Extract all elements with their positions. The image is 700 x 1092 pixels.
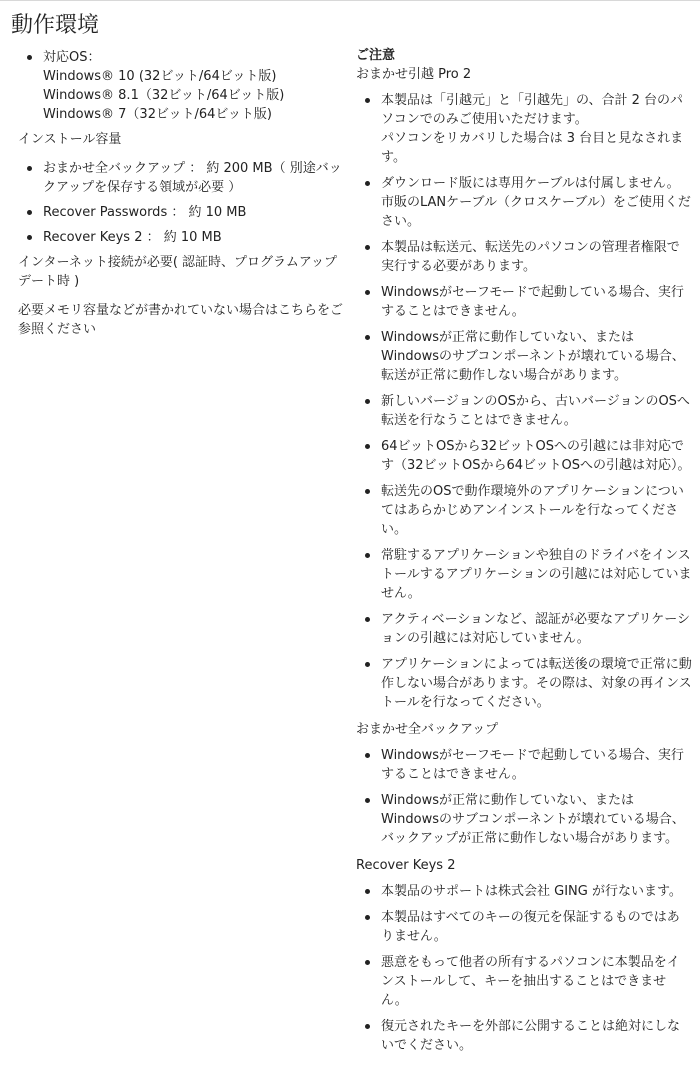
- os-version: Windows® 8.1（32ビット/64ビット版): [43, 88, 285, 103]
- notice-list: [356, 91, 692, 712]
- notice-item: 新しいバージョンのOSから、古いバージョンのOSへ転送を行なうことはできません。: [356, 392, 692, 430]
- notice-item: 復元されたキーを外部に公開することは絶対にしないでください。: [356, 1017, 692, 1055]
- notice-sections: [356, 65, 692, 1055]
- os-version: Windows® 10 (32ビット/64ビット版): [43, 69, 277, 84]
- notice-item: Windowsが正常に動作していない、またはWindowsのサブコンポーネントが壊れている場合、バックアップが正常に動作しない場合があります。: [356, 791, 692, 848]
- right-column: [356, 46, 692, 1063]
- memory-note-link[interactable]: 必要メモリ容量などが書かれていない場合はこちらをご参照ください: [18, 303, 344, 337]
- install-item: Recover Keys 2 ： 約 10 MB: [18, 228, 348, 247]
- notice-item: 常駐するアプリケーションや独自のドライバをインストールするアプリケーションの引越には対応していません。: [356, 546, 692, 603]
- notice-item: ダウンロード版には専用ケーブルは付属しません。市販のLANケーブル（クロスケーブル）をご使用ください。: [356, 174, 692, 231]
- notice-item: Windowsが正常に動作していない、またはWindowsのサブコンポーネントが壊れている場合、転送が正常に動作しない場合があります。: [356, 328, 692, 385]
- install-item: おまかせ全バックアップ ： 約 200 MB（ 別途バックアップを保存する領域が必要 ）: [18, 159, 348, 197]
- section-title: Recover Keys 2: [356, 858, 456, 873]
- notice-item: 転送先のOSで動作環境外のアプリケーションについてはあらかじめアンインストールを行なってください。: [356, 482, 692, 539]
- top-divider: [0, 0, 700, 1]
- notice-item: 本製品のサポートは株式会社 GING が行ないます。: [356, 882, 692, 901]
- install-size-list: [18, 159, 348, 247]
- section-title: おまかせ全バックアップ: [356, 722, 499, 737]
- notice-title: ご注意: [356, 48, 396, 63]
- os-version: Windows® 7（32ビット/64ビット版): [43, 107, 272, 122]
- left-column: [18, 48, 348, 349]
- notice-item: 64ビットOSから32ビットOSへの引越には非対応です（32ビットOSから64ビットOSへの引越は対応）。: [356, 437, 692, 475]
- notice-item: 本製品は転送元、転送先のパソコンの管理者権限で実行する必要があります。: [356, 238, 692, 276]
- install-item: Recover Passwords ： 約 10 MB: [18, 203, 348, 222]
- notice-list: [356, 882, 692, 1055]
- os-list: [18, 48, 348, 124]
- notice-item: アプリケーションによっては転送後の環境で正常に動作しない場合があります。その際は、対象の再インストールを行なってください。: [356, 655, 692, 712]
- page-title: 動作環境: [11, 13, 100, 38]
- notice-item: Windowsがセーフモードで起動している場合、実行することはできません。: [356, 746, 692, 784]
- os-list-item: [18, 48, 348, 124]
- notice-list: [356, 746, 692, 848]
- os-label: 対応OS：: [43, 50, 101, 65]
- notice-item: 本製品は「引越元」と「引越先」の、合計 2 台のパソコンでのみご使用いただけます。 パソコンをリカバリした場合は 3 台目と見なされます。: [356, 91, 692, 167]
- section-title: おまかせ引越 Pro 2: [356, 67, 472, 82]
- notice-item: 悪意をもって他者の所有するパソコンに本製品をインストールして、キーを抽出することはできません。: [356, 953, 692, 1010]
- notice-item: Windowsがセーフモードで起動している場合、実行することはできません。: [356, 283, 692, 321]
- notice-item: アクティベーションなど、認証が必要なアプリケーションの引越には対応していません。: [356, 610, 692, 648]
- internet-note: インターネット接続が必要( 認証時、プログラムアップデート時 ): [18, 255, 337, 289]
- install-size-label: インストール容量: [18, 132, 122, 147]
- notice-item: 本製品はすべてのキーの復元を保証するものではありません。: [356, 908, 692, 946]
